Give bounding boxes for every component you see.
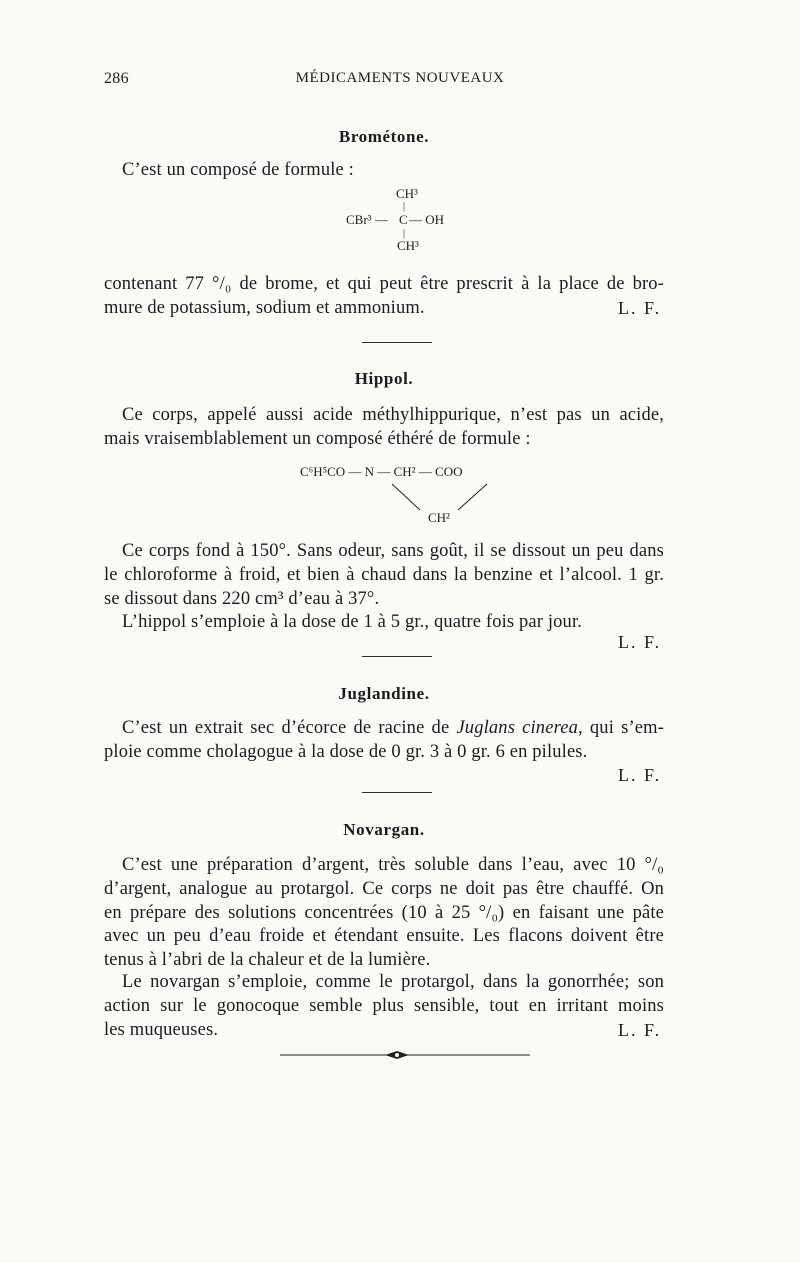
page-number: 286: [104, 70, 129, 87]
hippol-text-line: le chloroforme à froid, et bien à chaud dans la benzine et l’alcool. 1 gr.: [104, 565, 664, 585]
signature: L. F.: [618, 765, 662, 785]
novargan-text-line: en prépare des solutions concentrées (10 à 25 °/₀) en faisant une pâte: [104, 903, 664, 923]
hippol-text-line: Ce corps fond à 150°. Sans odeur, sans goût, il se dissout un peu dans: [122, 541, 664, 561]
section-title-brometone: Brométone.: [338, 127, 430, 146]
signature: L. F.: [618, 1020, 662, 1040]
novargan-text-line: les muqueuses.: [104, 1020, 219, 1040]
novargan-text-line: tenus à l’abri de la chaleur et de la lumière.: [104, 950, 431, 970]
formula-carbon: C: [399, 212, 408, 227]
juglandine-text-part: , qui s’em-: [578, 718, 664, 738]
hippol-text-line: se dissout dans 220 cm³ d’eau à 37°.: [104, 589, 380, 609]
formula-hippol-main: C⁶H⁵CO — N — CH² — COO: [300, 464, 463, 479]
novargan-text-line: Le novargan s’emploie, comme le protargol, dans la gonorrhée; son: [122, 972, 664, 992]
novargan-text-line: action sur le gonocoque semble plus sensible, tout en irritant moins: [104, 996, 664, 1016]
section-title-novargan: Novargan.: [343, 820, 425, 839]
formula-ch2-bottom: CH²: [428, 510, 450, 525]
novargan-text-line: C’est une préparation d’argent, très soluble dans l’eau, avec 10 °/₀: [122, 855, 664, 875]
section-divider: [362, 656, 432, 657]
novargan-text-line: d’argent, analogue au protargol. Ce corps ne doit pas être chauffé. On: [104, 879, 664, 899]
juglandine-text-line: [122, 718, 664, 739]
formula-oh: — OH: [409, 212, 445, 227]
formula-bond-top: |: [403, 201, 406, 212]
section-divider: [362, 342, 432, 343]
juglandine-text-line: ploie comme cholagogue à la dose de 0 gr. 3 à 0 gr. 6 en pilules.: [104, 742, 588, 762]
section-divider: [362, 792, 432, 793]
hippol-text-line: Ce corps, appelé aussi acide méthylhippurique, n’est pas un acide,: [122, 405, 664, 425]
formula-cbr3: CBr³ —: [346, 212, 388, 227]
formula-bond-bottom: |: [403, 228, 406, 239]
hippol-text-line: L’hippol s’emploie à la dose de 1 à 5 gr., quatre fois par jour.: [122, 612, 583, 632]
running-head: MÉDICAMENTS NOUVEAUX: [295, 70, 505, 86]
brometone-intro: C’est un composé de formule :: [122, 160, 354, 180]
hippol-text-line: mais vraisemblablement un composé éthéré de formule :: [104, 429, 531, 449]
species-name: Juglans cinerea: [456, 718, 578, 738]
formula-ch3-top: CH³: [396, 186, 418, 201]
signature: L. F.: [618, 632, 662, 652]
juglandine-text-part: C’est un extrait sec d’écorce de racine de: [122, 718, 457, 738]
end-ornament: [280, 1048, 530, 1062]
section-title-hippol: Hippol.: [354, 369, 414, 388]
brometone-text-line: contenant 77 °/₀ de brome, et qui peut être prescrit à la place de bro-: [104, 274, 664, 294]
formula-ch3-bottom: CH³: [397, 238, 419, 253]
novargan-text-line: avec un peu d’eau froide et étendant ensuite. Les flacons doivent être: [104, 926, 664, 946]
section-title-juglandine: Juglandine.: [338, 684, 430, 703]
brometone-text-line: mure de potassium, sodium et ammonium.: [104, 298, 425, 318]
signature: L. F.: [618, 298, 662, 318]
